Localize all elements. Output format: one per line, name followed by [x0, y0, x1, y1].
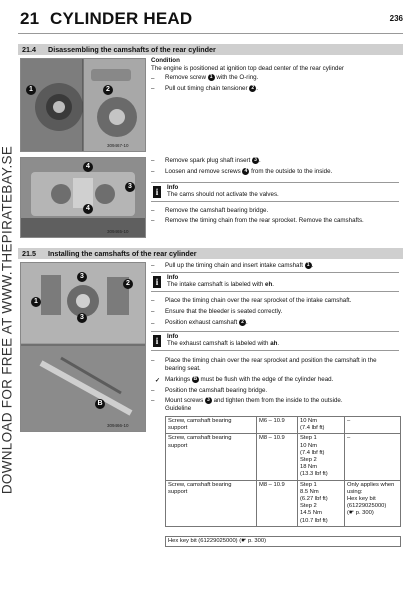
chapter-title-text: CYLINDER HEAD [50, 9, 193, 28]
section-header-21-4 [18, 44, 403, 55]
info-box-intake-label [151, 272, 399, 292]
condition-text: The engine is positioned at ignition top dead center of the rear cylinder [151, 65, 344, 73]
info-icon: i [153, 186, 161, 198]
engine-photo-1 [21, 59, 145, 151]
callout-2: 2 [103, 85, 113, 95]
watermark [0, 60, 17, 580]
section-21-5-steps-e: – Place the timing chain over the rear sprocket and position the camshaft in the bearing seat. ✓ Markings B must be flush with the edge of the cylinder head. – Position the camshaft bearing bridge. – Mount screws 3 and tighten them from the inside to the outside. Guideline [151, 357, 403, 414]
section-title: Installing the camshafts of the rear cylinder [48, 249, 197, 258]
callout-4-top: 4 [83, 162, 93, 172]
figure-id: 309467-10 [107, 143, 129, 148]
step-position-bearing-bridge: – Position the camshaft bearing bridge. [151, 386, 268, 394]
step-loosen-screws: – Loosen and remove screws 4 from the outside to the inside. [151, 168, 333, 176]
tool-reference-text: Hex key bit (61229025000) (☛ p. 300) [168, 538, 267, 544]
section-number: 21.4 [22, 45, 36, 54]
header-rule [18, 33, 403, 34]
callout-3: 3 [125, 182, 135, 192]
callout-4-bottom: 4 [83, 204, 93, 214]
figure-id: 309465-10 [107, 229, 129, 234]
torque-guideline-table [165, 416, 401, 527]
chapter-number: 21 [20, 9, 40, 28]
callout-2: 2 [123, 279, 133, 289]
page-number: 236 [389, 14, 403, 23]
info-icon: i [153, 276, 161, 288]
section-21-4-text [151, 57, 399, 93]
info-text: The intake camshaft is labeled with eh. [167, 281, 274, 288]
section-header-21-5 [18, 248, 403, 259]
step-remove-spark-plug-insert: – Remove spark plug shaft insert 3 . [151, 157, 261, 165]
callout-3-lower: 3 [77, 313, 87, 323]
step-mount-screws: – Mount screws 3 and tighten them from the inside to the outside. [151, 396, 343, 405]
info-title: Info [167, 274, 179, 281]
condition-label: Condition [151, 57, 180, 64]
step-check-bleeder: – Ensure that the bleeder is seated correctly. [151, 308, 283, 316]
info-title: Info [167, 184, 179, 191]
ref-circle-1: 1 [305, 262, 312, 269]
ref-circle-3: 3 [252, 157, 259, 164]
ref-circle-2: 2 [249, 85, 256, 92]
section-21-5-steps-d [151, 297, 401, 328]
info-title: Info [167, 333, 179, 340]
info-icon: i [153, 335, 161, 347]
step-insert-intake-camshaft: – Pull up the timing chain and insert intake camshaft 1 . [151, 262, 314, 270]
photo-camshaft-bearing-bridge [20, 157, 146, 238]
step-remove-screw: – Remove screw 1 with the O-ring. [151, 74, 259, 82]
info-box-exhaust-label [151, 331, 399, 351]
callout-1: 1 [26, 85, 36, 95]
section-21-4-steps-c [151, 207, 401, 225]
guideline-label: Guideline [165, 405, 192, 413]
info-box-cams [151, 182, 399, 202]
section-title: Disassembling the camshafts of the rear cylinder [48, 45, 216, 54]
info-text: The exhaust camshaft is labeled with ah. [167, 340, 280, 347]
tool-reference [165, 536, 401, 547]
table-row: Screw, camshaft bearing support M8 – 10.9 Step 1 8.5 Nm (6.27 lbf ft) Step 2 14.5 Nm (10.7 lbf ft) Only applies when using: Hex key bit (61229025000) (☛ p. 300) [166, 480, 401, 526]
ref-circle-2: 2 [239, 319, 246, 326]
step-remove-bearing-bridge: – Remove the camshaft bearing bridge. [151, 207, 269, 214]
callout-B: B [95, 399, 105, 409]
table-row: Screw, camshaft bearing support M6 – 10.9 10 Nm (7.4 lbf ft) – [166, 417, 401, 434]
step-pull-tensioner: – Pull out timing chain tensioner 2 . [151, 84, 258, 92]
figure-id: 309466-10 [107, 423, 129, 428]
info-text: The cams should not activate the valves. [167, 191, 279, 198]
photo-rear-cylinder-tensioner [20, 58, 146, 152]
callout-1: 1 [31, 297, 41, 307]
step-position-exhaust-camshaft: – Position exhaust camshaft 2 . [151, 319, 248, 327]
chapter-title [20, 9, 192, 29]
watermark-text: DOWNLOAD FOR FREE AT WWW.THEPIRATEBAY.SE [0, 145, 15, 495]
photo-camshaft-installation [20, 262, 146, 432]
ref-circle-1: 1 [208, 74, 215, 81]
callout-3-upper: 3 [77, 272, 87, 282]
table-row: Screw, camshaft bearing support M8 – 10.9 Step 1 10 Nm (7.4 lbf ft) Step 2 18 Nm (13.3 lbf ft) – [166, 434, 401, 480]
checkmark-icon: ✓ [155, 376, 161, 384]
section-number: 21.5 [22, 249, 36, 258]
ref-circle-B: B [193, 376, 198, 383]
step-place-chain-rear-sprocket: – Place the timing chain over the rear sprocket and position the camshaft in the [151, 357, 377, 364]
check-markings-flush: ✓ Markings B must be flush with the edge of the cylinder head. [155, 376, 334, 384]
step-remove-chain-camshafts: – Remove the timing chain from the rear sprocket. Remove the camshafts. [151, 217, 364, 225]
ref-circle-4: 4 [242, 168, 249, 175]
step-place-chain-intake: – Place the timing chain over the rear sprocket of the intake camshaft. [151, 297, 352, 304]
ref-circle-3: 3 [205, 397, 212, 404]
section-21-4-steps-b [151, 157, 399, 177]
